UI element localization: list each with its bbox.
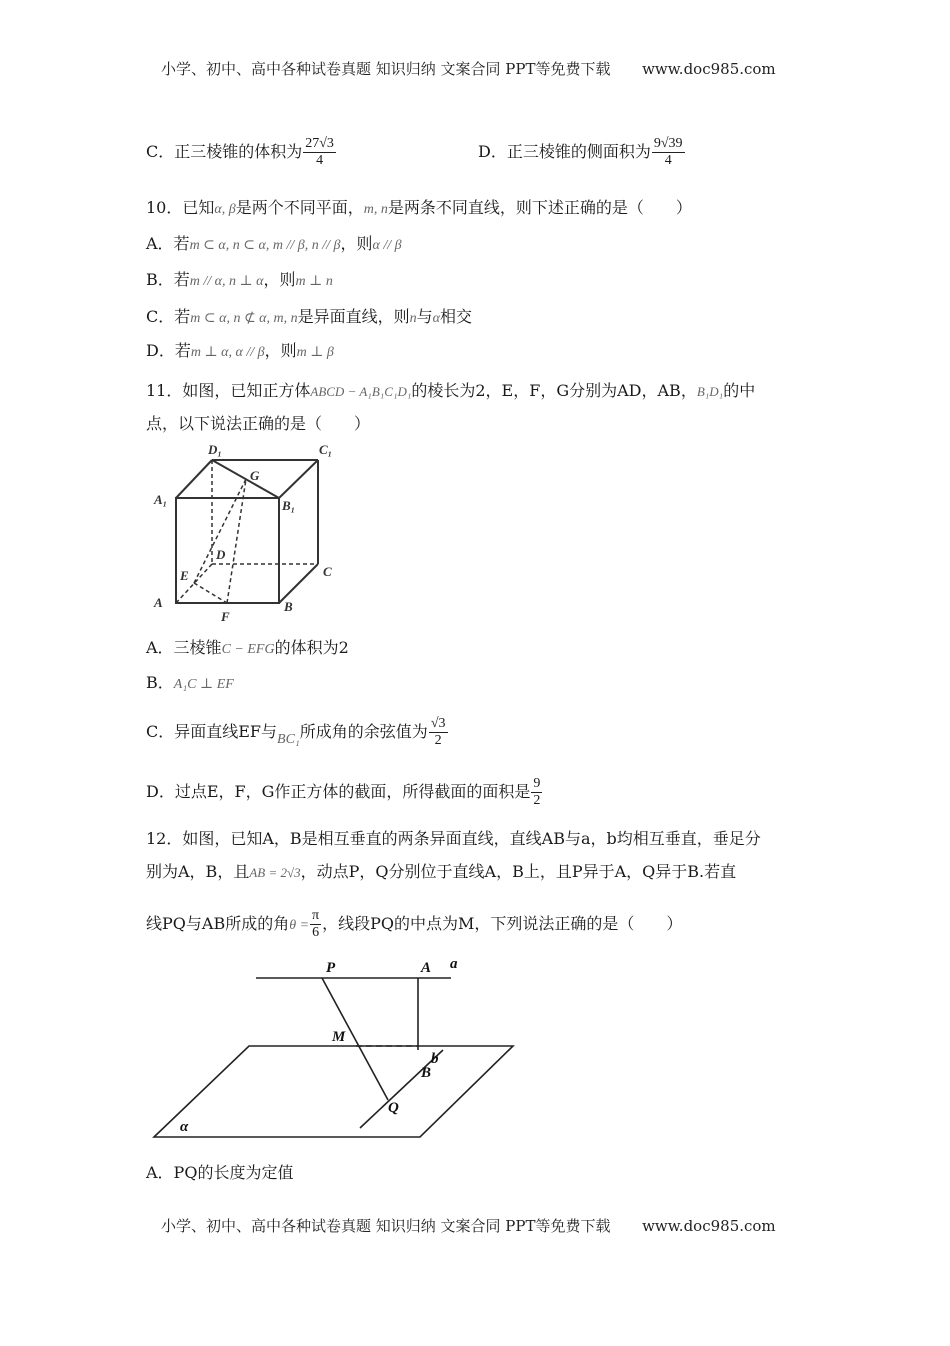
q11-b-prefix: B． bbox=[146, 673, 174, 692]
q10-c-yu: 与 bbox=[416, 307, 433, 326]
q10-stem-math2: m, n bbox=[363, 202, 388, 217]
label-b1: B₁ bbox=[282, 498, 296, 513]
q10-b-math: m // α, n ⊥ α bbox=[189, 274, 264, 289]
label-f: F bbox=[221, 609, 230, 624]
cube-edge-b1c1 bbox=[279, 460, 318, 498]
q10-a-math: m ⊂ α, n ⊂ α, m // β, n // β bbox=[189, 238, 341, 253]
q10-d-prefix: D．若 bbox=[146, 341, 191, 360]
q11-option-a bbox=[146, 638, 349, 660]
label-d: D bbox=[216, 547, 226, 562]
q10-stem bbox=[146, 198, 692, 220]
q10-c-math: m ⊂ α, n ⊄ α, m, n bbox=[190, 311, 298, 326]
q11-option-b bbox=[146, 673, 234, 695]
label-b: B bbox=[284, 599, 293, 614]
q9-d-text: D．正三棱锥的侧面积为 bbox=[478, 142, 651, 161]
label-a-point: A bbox=[421, 960, 432, 976]
q11-d-prefix: D．过点E，F，G作正方体的截面，所得截面的面积是 bbox=[146, 782, 531, 801]
q11-a-end: 的体积为2 bbox=[274, 638, 349, 657]
q10-a-result: α // β bbox=[372, 238, 402, 253]
label-c1: C₁ bbox=[319, 442, 333, 457]
label-a1: A₁ bbox=[154, 492, 168, 507]
q12-stem-line2 bbox=[146, 862, 736, 883]
q11-b-math: A₁C ⊥ EF bbox=[173, 677, 234, 692]
q10-c-n: n bbox=[409, 311, 417, 326]
q10-stem-c: 是两条不同直线，则下述正确的是（ ） bbox=[387, 198, 692, 217]
q9-option-d bbox=[478, 136, 686, 169]
q10-b-prefix: B．若 bbox=[146, 270, 190, 289]
q9-option-c bbox=[146, 136, 337, 169]
page-footer bbox=[161, 1215, 776, 1236]
q10-c-prefix: C．若 bbox=[146, 307, 191, 326]
q10-stem-math1: α, β bbox=[214, 202, 236, 217]
q11-c-num: √3 bbox=[430, 716, 446, 731]
q12-stem-line1: 12．如图，已知A，B是相互垂直的两条异面直线，直线AB与a，b均相互垂直，垂足分 bbox=[146, 829, 761, 848]
label-b-line: b bbox=[431, 1051, 439, 1067]
q12-theta-fraction bbox=[310, 908, 321, 941]
q10-option-a bbox=[146, 234, 402, 256]
cube-edge-bc bbox=[279, 564, 318, 603]
label-b-point: B bbox=[421, 1065, 432, 1081]
q10-d-math: m ⊥ α, α // β bbox=[190, 345, 265, 360]
q12-line2-math: AB = 2√3 bbox=[249, 865, 301, 880]
q10-option-d bbox=[146, 341, 334, 363]
q11-c-den: 2 bbox=[434, 733, 442, 748]
header-text: 小学、初中、高中各种试卷真题 知识归纳 文案合同 PPT等免费下载 bbox=[161, 60, 611, 78]
q12-option-a: A．PQ的长度为定值 bbox=[146, 1163, 294, 1182]
label-p: P bbox=[326, 960, 336, 976]
q10-b-result: m ⊥ n bbox=[295, 274, 333, 289]
q10-stem-a: 10．已知 bbox=[146, 198, 215, 217]
label-c: C bbox=[323, 564, 332, 579]
q11-d-fraction bbox=[531, 776, 542, 809]
q12-line2-b: ，动点P，Q分别位于直线A，B上，且P异于A，Q异于B.若直 bbox=[300, 862, 737, 881]
q11-stem-line1 bbox=[146, 381, 755, 402]
page-header bbox=[161, 58, 776, 79]
label-a: A bbox=[154, 595, 163, 610]
cube-edge-a1d1 bbox=[176, 460, 212, 498]
q12-figure bbox=[146, 950, 526, 1145]
q11-option-c bbox=[146, 716, 449, 749]
q11-c-fraction bbox=[429, 716, 448, 749]
q9-c-text: C．正三棱锥的体积为 bbox=[146, 142, 303, 161]
q9-c-fraction bbox=[303, 136, 336, 169]
q11-stem1-c: 的中 bbox=[723, 381, 756, 400]
q11-stem1-math2: B₁D₁ bbox=[696, 384, 724, 399]
q10-b-mid: ，则 bbox=[263, 270, 296, 289]
q10-a-prefix: A．若 bbox=[146, 234, 190, 253]
footer-text: 小学、初中、高中各种试卷真题 知识归纳 文案合同 PPT等免费下载 bbox=[161, 1217, 611, 1235]
q11-a-prefix: A．三棱锥 bbox=[146, 638, 222, 657]
q11-stem1-a: 11．如图，已知正方体 bbox=[146, 381, 311, 400]
q10-stem-b: 是两个不同平面， bbox=[235, 198, 364, 217]
label-g: G bbox=[250, 468, 260, 483]
q11-stem1-math: ABCD − A₁B₁C₁D₁ bbox=[310, 384, 412, 399]
q11-stem1-b: 的棱长为2，E，F，G分别为AD，AB， bbox=[411, 381, 697, 400]
cube-hidden-ef bbox=[194, 583, 227, 603]
q12-line2-a: 别为A，B，且 bbox=[146, 862, 250, 881]
q12-stem-line3 bbox=[146, 908, 682, 941]
q12-line3-a: 线PQ与AB所成的角 bbox=[146, 914, 290, 933]
q11-stem-line2: 点，以下说法正确的是（ ） bbox=[146, 414, 371, 433]
q9-c-num: 27√3 bbox=[305, 136, 334, 151]
label-d1: D₁ bbox=[208, 442, 222, 457]
label-e: E bbox=[180, 568, 189, 583]
label-alpha: α bbox=[180, 1119, 189, 1135]
q10-a-mid: ，则 bbox=[340, 234, 373, 253]
footer-url: www.doc985.com bbox=[642, 1217, 776, 1235]
q10-c-mid: 是异面直线，则 bbox=[297, 307, 410, 326]
q11-d-num: 9 bbox=[533, 776, 541, 791]
q11-d-den: 2 bbox=[533, 793, 541, 808]
q10-c-end: 相交 bbox=[440, 307, 473, 326]
q10-option-c bbox=[146, 307, 472, 329]
q12-line3-math: θ = bbox=[289, 918, 310, 933]
q11-c-mid: 所成角的余弦值为 bbox=[299, 722, 428, 741]
q9-d-fraction bbox=[652, 136, 685, 169]
label-q: Q bbox=[388, 1100, 399, 1116]
q9-d-den: 4 bbox=[664, 153, 672, 168]
q11-c-prefix: C．异面直线EF与 bbox=[146, 722, 278, 741]
label-a-line: a bbox=[450, 956, 458, 972]
q11-c-math: BC₁ bbox=[277, 732, 300, 747]
q10-c-alpha: α bbox=[432, 311, 441, 326]
q10-option-b bbox=[146, 270, 333, 292]
plane-alpha bbox=[154, 1046, 513, 1137]
label-m: M bbox=[332, 1029, 346, 1045]
q12-line3-b: ，线段PQ的中点为M，下列说法正确的是（ ） bbox=[322, 914, 683, 933]
q11-a-math: C − EFG bbox=[221, 642, 275, 657]
q10-d-result: m ⊥ β bbox=[296, 345, 334, 360]
q9-c-den: 4 bbox=[316, 153, 324, 168]
q9-d-num: 9√39 bbox=[653, 136, 683, 151]
cube-diag-d1b1 bbox=[212, 460, 279, 498]
q11-cube-figure bbox=[146, 440, 346, 630]
q12-theta-num: π bbox=[312, 908, 320, 923]
q11-option-d bbox=[146, 776, 543, 809]
q12-theta-den: 6 bbox=[312, 925, 320, 940]
q10-d-mid: ，则 bbox=[264, 341, 297, 360]
header-url: www.doc985.com bbox=[642, 60, 776, 78]
